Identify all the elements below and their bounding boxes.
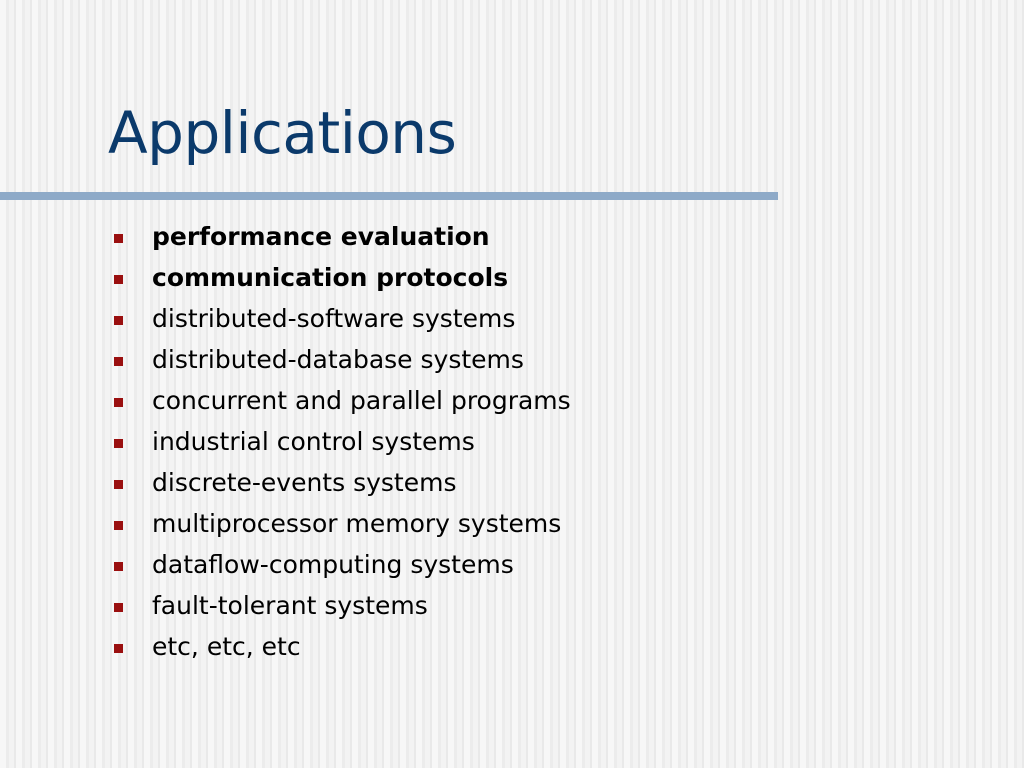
bullet-item <box>112 218 571 259</box>
title-divider <box>0 192 778 200</box>
bullet-text: communication protocols <box>152 263 509 292</box>
bullet-item <box>112 423 571 464</box>
square-bullet-icon <box>114 439 123 448</box>
square-bullet-icon <box>114 357 123 366</box>
square-bullet-icon <box>114 316 123 325</box>
bullet-text: discrete-events systems <box>152 468 457 497</box>
bullet-text: dataflow-computing systems <box>152 550 514 579</box>
bullet-item <box>112 628 571 669</box>
bullet-text: distributed-software systems <box>152 304 516 333</box>
bullet-text: performance evaluation <box>152 222 490 251</box>
square-bullet-icon <box>114 644 123 653</box>
square-bullet-icon <box>114 603 123 612</box>
square-bullet-icon <box>114 398 123 407</box>
bullet-item <box>112 300 571 341</box>
bullet-item <box>112 382 571 423</box>
bullet-item <box>112 546 571 587</box>
bullet-item <box>112 259 571 300</box>
bullet-text: multiprocessor memory systems <box>152 509 562 538</box>
square-bullet-icon <box>114 275 123 284</box>
slide-title: Applications <box>108 99 457 167</box>
square-bullet-icon <box>114 521 123 530</box>
bullet-text: fault-tolerant systems <box>152 591 428 620</box>
bullet-text: distributed-database systems <box>152 345 524 374</box>
bullet-item <box>112 341 571 382</box>
bullet-item <box>112 505 571 546</box>
square-bullet-icon <box>114 562 123 571</box>
square-bullet-icon <box>114 234 123 243</box>
bullet-text: industrial control systems <box>152 427 475 456</box>
square-bullet-icon <box>114 480 123 489</box>
bullet-item <box>112 587 571 628</box>
bullet-list <box>112 218 571 669</box>
bullet-text: etc, etc, etc <box>152 632 301 661</box>
bullet-text: concurrent and parallel programs <box>152 386 571 415</box>
bullet-item <box>112 464 571 505</box>
